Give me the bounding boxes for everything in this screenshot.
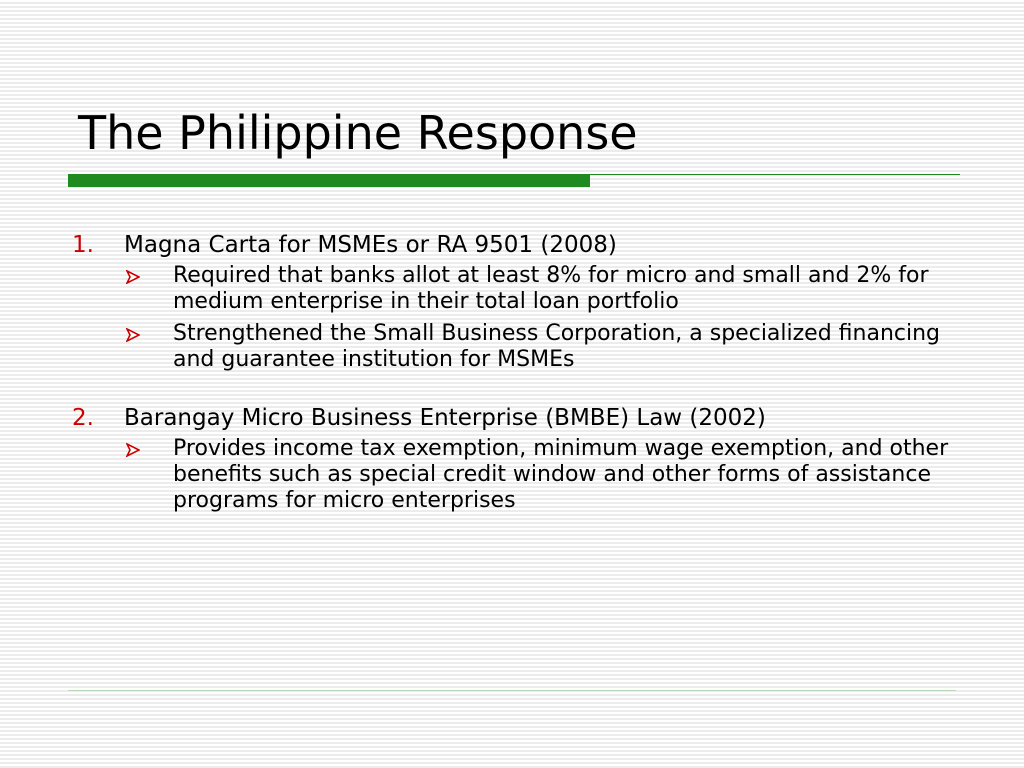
title-underline-thin xyxy=(590,174,960,175)
list-number: 1. xyxy=(72,232,94,258)
arrow-right-icon xyxy=(126,443,140,457)
list-item xyxy=(72,403,972,433)
list-number: 2. xyxy=(72,405,94,431)
list-item-text: Barangay Micro Business Enterprise (BMBE) Law (2002) xyxy=(124,405,766,431)
list-item-group-2 xyxy=(72,403,972,514)
slide-content xyxy=(72,230,972,544)
sub-list-item-text: Required that banks allot at least 8% for micro and small and 2% for medium enterprise in their total loan portfolio xyxy=(173,263,929,314)
footer-rule xyxy=(68,690,956,691)
sub-list-item xyxy=(72,321,973,373)
title-underline-thick xyxy=(68,174,590,187)
list-item-group-1 xyxy=(72,230,972,373)
list-item-text: Magna Carta for MSMEs or RA 9501 (2008) xyxy=(124,232,617,258)
sub-list-item xyxy=(72,436,973,514)
arrow-right-icon xyxy=(126,270,140,284)
slide-title: The Philippine Response xyxy=(78,106,638,160)
sub-list-item xyxy=(72,263,973,315)
list-item xyxy=(72,230,972,260)
arrow-right-icon xyxy=(126,328,140,342)
sub-list-item-text: Strengthened the Small Business Corporation, a specialized financing and guarantee institution for MSMEs xyxy=(173,321,941,372)
sub-list-item-text: Provides income tax exemption, minimum wage exemption, and other benefits such as special credit window and other forms of assistance programs for micro enterprises xyxy=(173,436,949,513)
